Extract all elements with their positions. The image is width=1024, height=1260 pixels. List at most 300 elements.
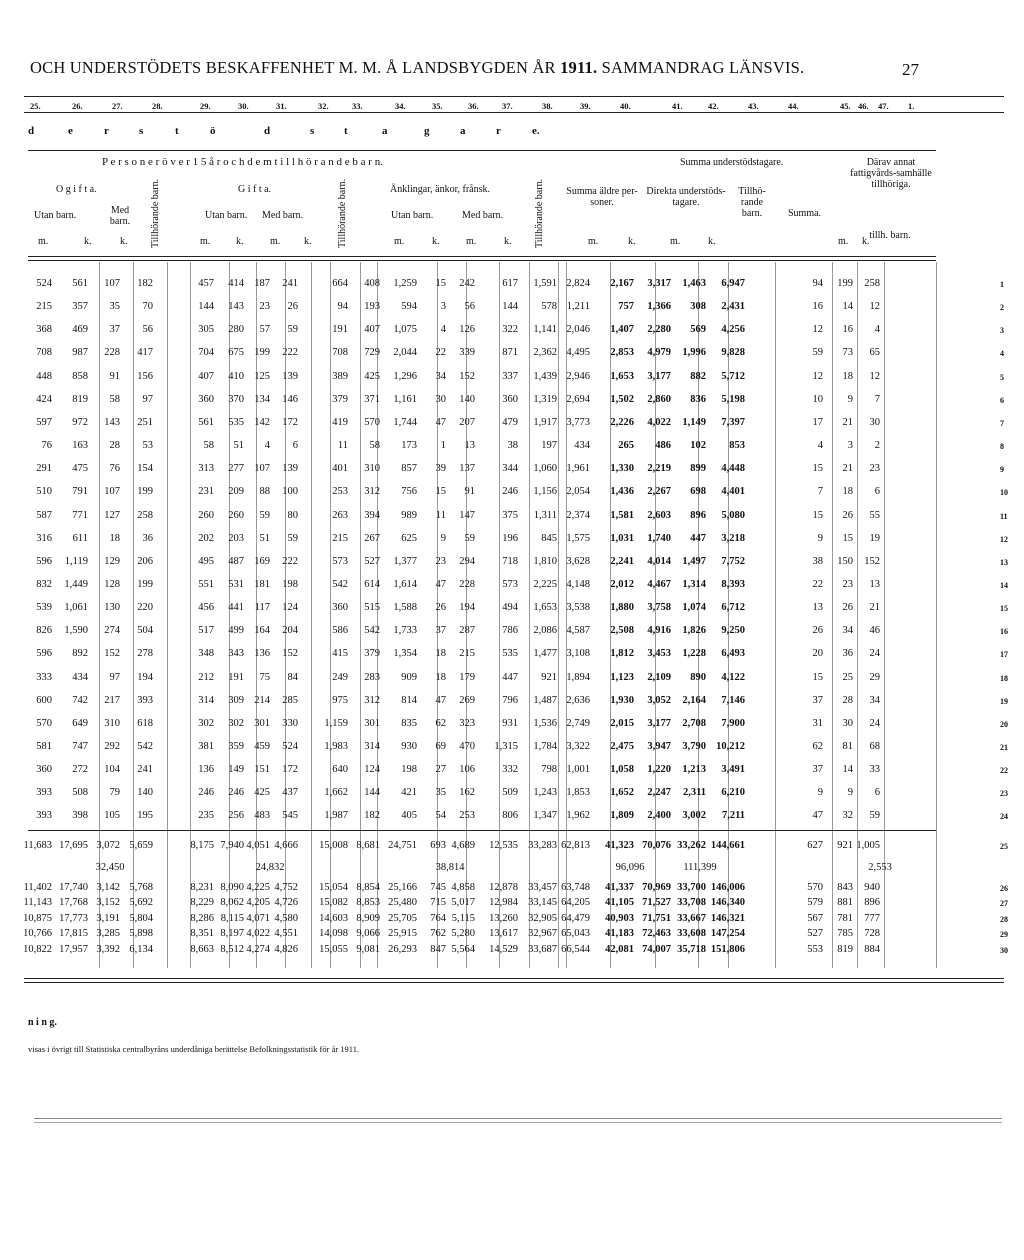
table-cell: 146,006 [710, 881, 745, 893]
table-cell: 215 [332, 532, 348, 544]
table-cell: 579 [807, 897, 823, 909]
table-cell: 33,457 [528, 881, 557, 893]
table-cell: 127 [104, 509, 120, 521]
column-number: 43. [748, 101, 759, 111]
row-number: 9 [1000, 465, 1004, 475]
table-cell: 308 [690, 301, 706, 313]
table-cell: 469 [72, 324, 88, 336]
table-cell: 4,256 [721, 324, 745, 336]
table-cell: 781 [837, 912, 853, 924]
table-cell: 5,898 [129, 928, 153, 940]
table-cell: 4,022 [647, 416, 671, 428]
table-cell: 73 [842, 347, 853, 359]
table-cell: 379 [364, 648, 380, 660]
table-cell: 975 [332, 694, 348, 706]
column-number: 28. [152, 101, 163, 111]
table-cell: 3,177 [647, 370, 671, 382]
table-cell: 70 [142, 301, 153, 313]
table-cell: 30 [869, 416, 880, 428]
table-cell: 1,220 [647, 764, 671, 776]
table-cell: 312 [364, 694, 380, 706]
table-cell: 26 [435, 602, 446, 614]
table-cell: 509 [502, 787, 518, 799]
table-cell: 53 [142, 440, 153, 452]
table-cell: 314 [198, 694, 214, 706]
table-cell: 246 [228, 787, 244, 799]
table-cell: 1,436 [610, 486, 634, 498]
table-cell: 434 [574, 440, 590, 452]
table-cell: 1,575 [566, 532, 590, 544]
spaced-letter: a [382, 125, 388, 137]
table-cell: 242 [459, 278, 475, 289]
table-cell: 235 [198, 810, 214, 822]
table-cell: 130 [104, 602, 120, 614]
table-cell: 38 [507, 440, 518, 452]
column-number: 25. [30, 101, 41, 111]
table-cell: 389 [332, 370, 348, 382]
table-cell: 2,749 [566, 717, 590, 729]
column-number: 29. [200, 101, 211, 111]
table-cell: 2,086 [533, 625, 557, 637]
table-cell: 551 [198, 578, 214, 590]
table-cell: 2 [874, 440, 880, 452]
table-cell: 64,479 [561, 912, 590, 924]
table-cell: 398 [72, 810, 88, 822]
table-cell: 618 [137, 717, 153, 729]
table-cell: 704 [198, 347, 214, 359]
table-cell: 417 [137, 347, 153, 359]
row-number: 10 [1000, 488, 1008, 498]
column-number: 36. [468, 101, 479, 111]
gender-label: k. [236, 236, 244, 247]
table-cell: 181 [254, 578, 270, 590]
table-cell: 360 [502, 393, 518, 405]
table-cell: 17,815 [59, 928, 88, 940]
table-cell: 4,122 [721, 671, 745, 683]
table-cell: 13 [869, 578, 880, 590]
table-cell: 2,054 [566, 486, 590, 498]
table-cell: 2,046 [566, 324, 590, 336]
table-cell: 25,480 [388, 897, 417, 909]
table-cell: 199 [837, 278, 853, 289]
table-cell: 6 [874, 486, 880, 498]
table-cell: 146,321 [710, 912, 745, 924]
table-cell: 12,984 [489, 897, 518, 909]
table-cell: 302 [228, 717, 244, 729]
table-cell: 2,241 [610, 555, 634, 567]
column-number: 31. [276, 101, 287, 111]
table-cell: 4,858 [451, 881, 475, 893]
table-cell: 15 [435, 278, 446, 289]
table-cell: 1,477 [533, 648, 557, 660]
table-cell: 447 [502, 671, 518, 683]
table-cell: 71,527 [642, 897, 671, 909]
table-cell: 16 [812, 301, 823, 313]
table-cell: 806 [502, 810, 518, 822]
column-number: 41. [672, 101, 683, 111]
table-cell: 2,164 [682, 694, 706, 706]
heading-summa-aldre: Summa äldre per-soner. [566, 186, 638, 208]
table-cell: 1,330 [610, 463, 634, 475]
table-cell: 819 [837, 943, 853, 955]
spaced-letter: s [310, 125, 315, 137]
table-cell: 40,903 [605, 912, 634, 924]
table-cell: 561 [198, 416, 214, 428]
table-cell: 405 [401, 810, 417, 822]
column-rule [330, 262, 331, 968]
table-cell: 9 [440, 532, 446, 544]
table-cell: 228 [104, 347, 120, 359]
table-cell: 206 [137, 555, 153, 567]
column-number: 38. [542, 101, 553, 111]
table-cell: 570 [364, 416, 380, 428]
table-cell: 339 [459, 347, 475, 359]
table-cell: 251 [137, 416, 153, 428]
table-cell: 51 [259, 532, 270, 544]
table-cell: 59 [259, 509, 270, 521]
table-cell: 143 [228, 301, 244, 313]
table-cell: 228 [459, 578, 475, 590]
table-cell: 545 [282, 810, 298, 822]
table-cell: 23 [842, 578, 853, 590]
table-cell: 1,058 [610, 764, 634, 776]
table-cell: 627 [807, 839, 823, 851]
heading-tillhorande: Tillhö-rande barn. [738, 186, 766, 219]
table-cell: 393 [36, 810, 52, 822]
table-cell: 97 [142, 393, 153, 405]
table-cell: 8,231 [190, 881, 214, 893]
table-cell: 344 [502, 463, 518, 475]
table-cell: 4,752 [274, 881, 298, 893]
table-cell: 1,809 [610, 810, 634, 822]
table-cell: 989 [401, 509, 417, 521]
table-cell: 2,508 [610, 625, 634, 637]
table-cell: 26,293 [388, 943, 417, 955]
table-cell: 1,156 [533, 486, 557, 498]
table-cell: 357 [72, 301, 88, 313]
table-cell: 151,806 [710, 943, 745, 955]
gender-label: k. [628, 236, 636, 247]
table-cell: 62,813 [561, 839, 590, 851]
table-cell: 8,909 [356, 912, 380, 924]
table-cell: 718 [502, 555, 518, 567]
table-cell: 4,225 [246, 881, 270, 893]
table-cell: 617 [502, 278, 518, 289]
table-cell: 4,666 [274, 839, 298, 851]
table-cell: 30 [435, 393, 446, 405]
table-cell: 796 [502, 694, 518, 706]
table-cell: 2,219 [647, 463, 671, 475]
table-cell: 2,431 [721, 301, 745, 313]
table-cell: 1,319 [533, 393, 557, 405]
table-cell: 4,726 [274, 897, 298, 909]
subtotal: 38,814 [435, 861, 465, 873]
table-cell: 479 [502, 416, 518, 428]
table-cell: 4,587 [566, 625, 590, 637]
table-cell: 587 [36, 509, 52, 521]
table-cell: 81 [842, 741, 853, 752]
table-cell: 65,043 [561, 928, 590, 940]
table-cell: 360 [198, 393, 214, 405]
table-cell: 1,296 [393, 370, 417, 382]
table-cell: 256 [228, 810, 244, 822]
table-cell: 3,108 [566, 648, 590, 660]
table-cell: 1,961 [566, 463, 590, 475]
column-number: 34. [395, 101, 406, 111]
table-cell: 1,880 [610, 602, 634, 614]
heading-ogifta: O g i f t a. [56, 184, 97, 195]
gender-label: m. [270, 236, 281, 247]
table-cell: 8,229 [190, 897, 214, 909]
table-cell: 745 [430, 881, 446, 893]
table-cell: 457 [198, 278, 214, 289]
table-cell: 931 [502, 717, 518, 729]
table-cell: 164 [254, 625, 270, 637]
table-cell: 202 [198, 532, 214, 544]
table-cell: 126 [459, 324, 475, 336]
table-cell: 41,337 [605, 881, 634, 893]
table-cell: 33,262 [677, 839, 706, 851]
heading-anklingar: Änklingar, änkor, frånsk. [390, 184, 491, 195]
table-cell: 1,810 [533, 555, 557, 567]
table-cell: 940 [864, 881, 880, 893]
table-cell: 146,340 [710, 897, 745, 909]
table-cell: 263 [332, 509, 348, 521]
table-cell: 33,145 [528, 897, 557, 909]
table-cell: 5,692 [129, 897, 153, 909]
table-cell: 173 [401, 440, 417, 452]
table-cell: 147 [459, 509, 475, 521]
table-cell: 747 [72, 741, 88, 752]
table-cell: 13 [464, 440, 475, 452]
table-cell: 495 [198, 555, 214, 567]
table-cell: 6,493 [721, 648, 745, 660]
table-cell: 105 [104, 810, 120, 822]
table-cell: 323 [459, 717, 475, 729]
row-number: 28 [1000, 914, 1008, 924]
table-cell: 11,683 [23, 839, 52, 851]
row-number: 4 [1000, 349, 1004, 359]
table-cell: 1,141 [533, 324, 557, 336]
table-cell: 3,491 [721, 764, 745, 776]
table-cell: 18 [842, 486, 853, 498]
table-cell: 1,581 [610, 509, 634, 521]
table-cell: 14 [842, 764, 853, 776]
table-cell: 1,930 [610, 694, 634, 706]
row-number: 26 [1000, 883, 1008, 893]
table-cell: 24,751 [388, 839, 417, 851]
table-cell: 881 [837, 897, 853, 909]
table-cell: 32 [842, 810, 853, 822]
table-cell: 2,311 [682, 787, 706, 799]
table-cell: 441 [228, 602, 244, 614]
table-cell: 199 [137, 486, 153, 498]
table-cell: 35 [435, 787, 446, 799]
spaced-letter: e. [532, 125, 540, 137]
table-cell: 771 [72, 509, 88, 521]
table-cell: 17,740 [59, 881, 88, 893]
table-cell: 1,853 [566, 787, 590, 799]
table-cell: 5,280 [451, 928, 475, 940]
table-cell: 24 [869, 648, 880, 660]
column-number: 37. [502, 101, 513, 111]
table-cell: 152 [104, 648, 120, 660]
gender-label: k. [708, 236, 716, 247]
table-cell: 8,286 [190, 912, 214, 924]
table-cell: 15,082 [319, 897, 348, 909]
table-cell: 1,653 [533, 602, 557, 614]
table-cell: 36 [842, 648, 853, 660]
table-cell: 1,243 [533, 787, 557, 799]
table-cell: 3,628 [566, 555, 590, 567]
heading-direkta: Direkta understöds-tagare. [646, 186, 726, 208]
table-cell: 5,768 [129, 881, 153, 893]
table-cell: 28 [842, 694, 853, 706]
column-number: 39. [580, 101, 591, 111]
heading-tillhorande-barn-1: Tillhörande barn. [150, 178, 161, 248]
table-cell: 408 [364, 278, 380, 289]
table-cell: 524 [36, 278, 52, 289]
gender-label: k. [862, 236, 870, 247]
table-cell: 191 [332, 324, 348, 336]
table-cell: 487 [228, 555, 244, 567]
table-cell: 63,748 [561, 881, 590, 893]
table-cell: 222 [282, 555, 298, 567]
heading-utan-barn-1: Utan barn. [34, 210, 77, 221]
table-cell: 246 [198, 787, 214, 799]
table-cell: 6,712 [721, 602, 745, 614]
table-cell: 5,804 [129, 912, 153, 924]
column-number: 45. [840, 101, 851, 111]
table-cell: 8,062 [220, 897, 244, 909]
table-cell: 313 [198, 463, 214, 475]
spaced-letter: d [264, 125, 271, 137]
table-cell: 37 [812, 764, 823, 776]
table-cell: 134 [254, 393, 270, 405]
table-cell: 7,752 [721, 555, 745, 567]
table-cell: 10,822 [23, 943, 52, 955]
table-cell: 371 [364, 393, 380, 405]
table-cell: 29 [869, 671, 880, 683]
column-number: 35. [432, 101, 443, 111]
table-cell: 567 [807, 912, 823, 924]
table-cell: 9,250 [721, 625, 745, 637]
table-cell: 294 [459, 555, 475, 567]
table-cell: 265 [618, 440, 634, 452]
table-cell: 1,005 [856, 839, 880, 851]
table-cell: 56 [464, 301, 475, 313]
table-cell: 1,159 [324, 717, 348, 729]
table-cell: 2,824 [566, 278, 590, 289]
table-cell: 37 [812, 694, 823, 706]
column-rule [190, 262, 191, 968]
table-cell: 17 [812, 416, 823, 428]
table-cell: 447 [690, 532, 706, 544]
table-cell: 15 [842, 532, 853, 544]
table-cell: 475 [72, 463, 88, 475]
table-cell: 708 [332, 347, 348, 359]
column-number: 32. [318, 101, 329, 111]
table-cell: 280 [228, 324, 244, 336]
table-cell: 7,146 [721, 694, 745, 706]
table-cell: 1,213 [682, 764, 706, 776]
table-cell: 625 [401, 532, 417, 544]
table-cell: 785 [837, 928, 853, 940]
table-cell: 74,007 [642, 943, 671, 955]
table-cell: 24 [869, 717, 880, 729]
table-cell: 8,197 [220, 928, 244, 940]
table-cell: 570 [36, 717, 52, 729]
table-cell: 2,475 [610, 741, 634, 752]
table-cell: 2,109 [647, 671, 671, 683]
heading-tillh-barn: tillh. barn. [869, 230, 911, 241]
table-cell: 4 [874, 324, 880, 336]
table-cell: 4,022 [246, 928, 270, 940]
subtotal: 2,553 [868, 861, 892, 873]
table-cell: 4,401 [721, 486, 745, 498]
row-number: 11 [1000, 511, 1008, 521]
column-number: 1. [908, 101, 915, 111]
table-cell: 4,467 [647, 578, 671, 590]
table-cell: 91 [109, 370, 120, 382]
table-cell: 106 [459, 764, 475, 776]
table-cell: 539 [36, 602, 52, 614]
table-cell: 597 [36, 416, 52, 428]
page-title: OCH UNDERSTÖDETS BESKAFFENHET M. M. Å LANDSBYGDEN ÅR 1911. SAMMANDRAG LÄNSVIS. [30, 58, 805, 77]
table-cell: 5,115 [451, 912, 475, 924]
spaced-letter: r [496, 125, 501, 137]
table-cell: 1,588 [393, 602, 417, 614]
table-cell: 332 [502, 764, 518, 776]
gender-label: m. [38, 236, 49, 247]
table-cell: 715 [430, 897, 446, 909]
footnote-text: visas i övrigt till Statistiska centralbyråns underdåniga berättelse Befolkningsstatistik för år 1911. [28, 1044, 360, 1054]
table-cell: 3,790 [682, 741, 706, 752]
table-cell: 3,142 [96, 881, 120, 893]
subtotal: 111,399 [683, 861, 717, 873]
table-cell: 6,947 [721, 278, 745, 289]
table-cell: 3 [847, 440, 853, 452]
table-cell: 260 [228, 509, 244, 521]
table-cell: 1,347 [533, 810, 557, 822]
heading-utan-barn-2: Utan barn. [205, 210, 248, 221]
table-cell: 330 [282, 717, 298, 729]
table-cell: 333 [36, 671, 52, 683]
table-cell: 2,946 [566, 370, 590, 382]
table-cell: 853 [729, 440, 745, 452]
table-cell: 10,875 [23, 912, 52, 924]
subtotal: 96,096 [615, 861, 645, 873]
table-cell: 12 [812, 324, 823, 336]
table-cell: 26 [287, 301, 298, 313]
table-cell: 2,853 [610, 347, 634, 359]
table-cell: 527 [364, 555, 380, 567]
table-cell: 59 [287, 324, 298, 336]
table-cell: 51 [233, 440, 244, 452]
table-cell: 15,008 [319, 839, 348, 851]
table-cell: 2,012 [610, 578, 634, 590]
subtotal: 32,450 [95, 861, 125, 873]
table-cell: 33,687 [528, 943, 557, 955]
table-cell: 191 [228, 671, 244, 683]
table-cell: 199 [137, 578, 153, 590]
table-cell: 57 [259, 324, 270, 336]
table-cell: 197 [541, 440, 557, 452]
table-cell: 9 [817, 787, 823, 799]
table-cell: 312 [364, 486, 380, 498]
gender-label: k. [304, 236, 312, 247]
table-cell: 7,397 [721, 416, 745, 428]
